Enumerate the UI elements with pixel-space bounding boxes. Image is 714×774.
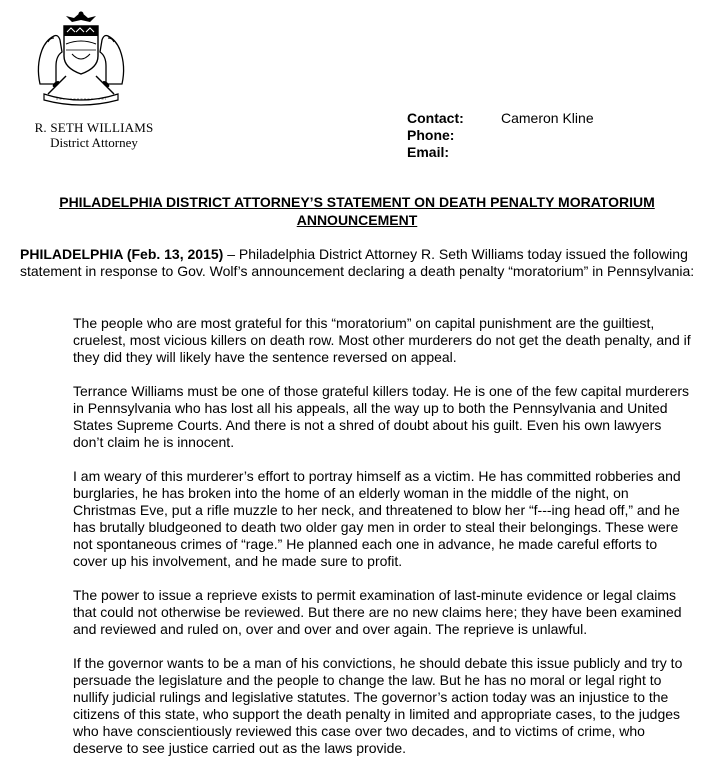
lead-text: – Philadelphia District Attorney R. Seth Williams today issued the following statement in response to Gov. Wolf’s announcement declaring a death penalty “moratorium” in Pennsylvania: xyxy=(20,246,695,279)
pennsylvania-seal-icon xyxy=(26,6,136,106)
statement-paragraph: The people who are most grateful for this “moratorium” on capital punishment are the guiltiest, cruelest, most vicious killers on death row. Most other murderers do not get the death penalty, and if they did they will likely have the sentence reversed on appeal. xyxy=(73,315,691,365)
headline-line-2: ANNOUNCEMENT xyxy=(296,212,418,228)
statement-paragraph: If the governor wants to be a man of his convictions, he should debate this issue publicly and try to persuade the legislature and the people to change the law. But he has no moral or legal right to nullify judicial rulings and legislative statutes. The governor’s action today was an injustice to the citizens of this state, who support the death penalty in limited and appropriate cases, to the judges who have conscientiously reviewed this case over two decades, and to victims of crime, who deserve to see justice carried out as the laws provide. xyxy=(73,655,683,756)
statement-paragraph: Terrance Williams must be one of those grateful killers today. He is one of the few capital murderers in Pennsylvania who has lost all his appeals, all the way up to both the Pennsylvania and United States Supreme Courts. And there is not a shred of doubt about his guilt. Even his own lawyers don’t claim he is innocent. xyxy=(73,383,690,450)
headline-line-1: PHILADELPHIA DISTRICT ATTORNEY’S STATEMENT ON DEATH PENALTY MORATORIUM xyxy=(59,194,655,210)
dateline: PHILADELPHIA (Feb. 13, 2015) xyxy=(20,246,224,262)
da-name: R. SETH WILLIAMS xyxy=(34,120,154,135)
contact-value: Cameron Kline xyxy=(501,110,594,126)
da-title: District Attorney xyxy=(50,135,138,150)
headline xyxy=(20,193,694,229)
contact-label: Contact: xyxy=(407,110,464,126)
lead-paragraph xyxy=(20,246,696,280)
phone-label: Phone: xyxy=(407,127,455,143)
statement-paragraph: The power to issue a reprieve exists to permit examination of last-minute evidence or legal claims that could not otherwise be reviewed. But there are no new claims here; they have been examined and reviewed and ruled on, over and over and over again. The reprieve is unlawful. xyxy=(73,587,682,637)
phone-row xyxy=(407,127,594,144)
contact-row xyxy=(407,110,594,127)
district-attorney-block xyxy=(29,120,159,150)
email-label: Email: xyxy=(407,144,450,160)
statement-paragraph: I am weary of this murderer’s effort to portray himself as a victim. He has committed robberies and burglaries, he has broken into the home of an elderly woman in the middle of the night, on Christmas Eve, put a rifle muzzle to her neck, and threatened to blow her “f---ing head off,” and he has brutally bludgeoned to death two older gay men in order to steal their belongings. These were not spontaneous crimes of “rage.” He planned each one in advance, he made careful efforts to cover up his involvement, and he made sure to profit. xyxy=(73,468,681,569)
statement-quote xyxy=(73,315,695,774)
contact-block xyxy=(407,110,594,161)
email-row xyxy=(407,144,594,161)
